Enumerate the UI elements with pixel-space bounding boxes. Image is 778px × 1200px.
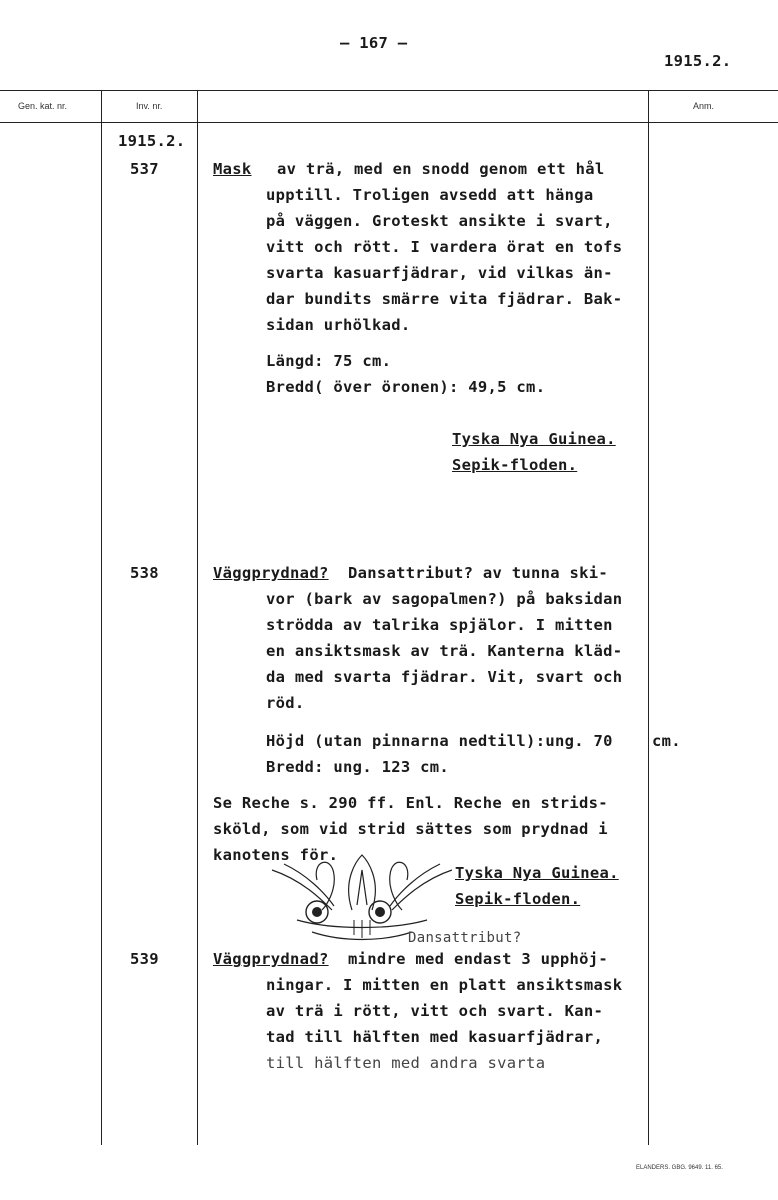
origin-line-1: Tyska Nya Guinea. [452, 430, 616, 448]
inv-number-539: 539 [130, 950, 159, 968]
entry-line: till hälften med andra svarta [266, 1054, 546, 1072]
entry-line: upptill. Troligen avsedd att hänga [266, 186, 594, 204]
entry-line: ningar. I mitten en platt ansiktsmask [266, 976, 623, 994]
column-rule-1 [101, 90, 102, 1145]
entry-title-mask: Mask [213, 160, 252, 178]
header-bottom-rule [0, 122, 778, 123]
measure-length: Längd: 75 cm. [266, 352, 392, 370]
entry-line: vitt och rött. I vardera örat en tofs [266, 238, 623, 256]
note-line: kanotens för. [213, 846, 339, 864]
col-header-inv: Inv. nr. [136, 101, 163, 111]
entry-line: en ansiktsmask av trä. Kanterna kläd- [266, 642, 623, 660]
page-number: – 167 – [340, 34, 408, 52]
origin-line-2: Sepik-floden. [452, 456, 578, 474]
printer-imprint: ELANDERS. GBG. 9649. 11. 65. [636, 1165, 723, 1171]
note-line: Se Reche s. 290 ff. Enl. Reche en strids- [213, 794, 608, 812]
entry-line: av trä i rött, vitt och svart. Kan- [266, 1002, 604, 1020]
entry-line: dar bundits smärre vita fjädrar. Bak- [266, 290, 623, 308]
entry-title-vaggprydnad: Väggprydnad? [213, 564, 329, 582]
col-header-gen-kat: Gen. kat. nr. [18, 101, 68, 111]
measure-height: Höjd (utan pinnarna nedtill):ung. 70 [266, 732, 613, 750]
entry-line: tad till hälften med kasuarfjädrar, [266, 1028, 604, 1046]
measure-height-unit: cm. [652, 732, 681, 750]
entry-line: Dansattribut? av tunna ski- [348, 564, 609, 582]
entry-line: mindre med endast 3 upphöj- [348, 950, 609, 968]
entry-line: röd. [266, 694, 305, 712]
catalog-number-top-right: 1915.2. [664, 52, 732, 70]
entry-line: vor (bark av sagopalmen?) på baksidan [266, 590, 623, 608]
entry-title-vaggprydnad: Väggprydnad? [213, 950, 329, 968]
inv-number-537: 537 [130, 160, 159, 178]
inv-number-538: 538 [130, 564, 159, 582]
measure-width: Bredd( över öronen): 49,5 cm. [266, 378, 546, 396]
column-rule-2 [197, 90, 198, 1145]
origin-line-1: Tyska Nya Guinea. [455, 864, 619, 882]
entry-line: på väggen. Groteskt ansikte i svart, [266, 212, 613, 230]
header-top-rule [0, 90, 778, 91]
entry-line: da med svarta fjädrar. Vit, svart och [266, 668, 623, 686]
column-rule-3 [648, 90, 649, 1145]
entry-line: av trä, med en snodd genom ett hål [277, 160, 605, 178]
entry-line: svarta kasuarfjädrar, vid vilkas än- [266, 264, 613, 282]
col-header-anm: Anm. [693, 101, 715, 111]
origin-line-2: Sepik-floden. [455, 890, 581, 908]
entry-line: sidan urhölkad. [266, 316, 411, 334]
section-heading: 1915.2. [118, 132, 186, 150]
measure-width: Bredd: ung. 123 cm. [266, 758, 450, 776]
sketch-caption: Dansattribut? [408, 930, 522, 946]
note-line: sköld, som vid strid sättes som prydnad i [213, 820, 608, 838]
entry-line: strödda av talrika spjälor. I mitten [266, 616, 613, 634]
